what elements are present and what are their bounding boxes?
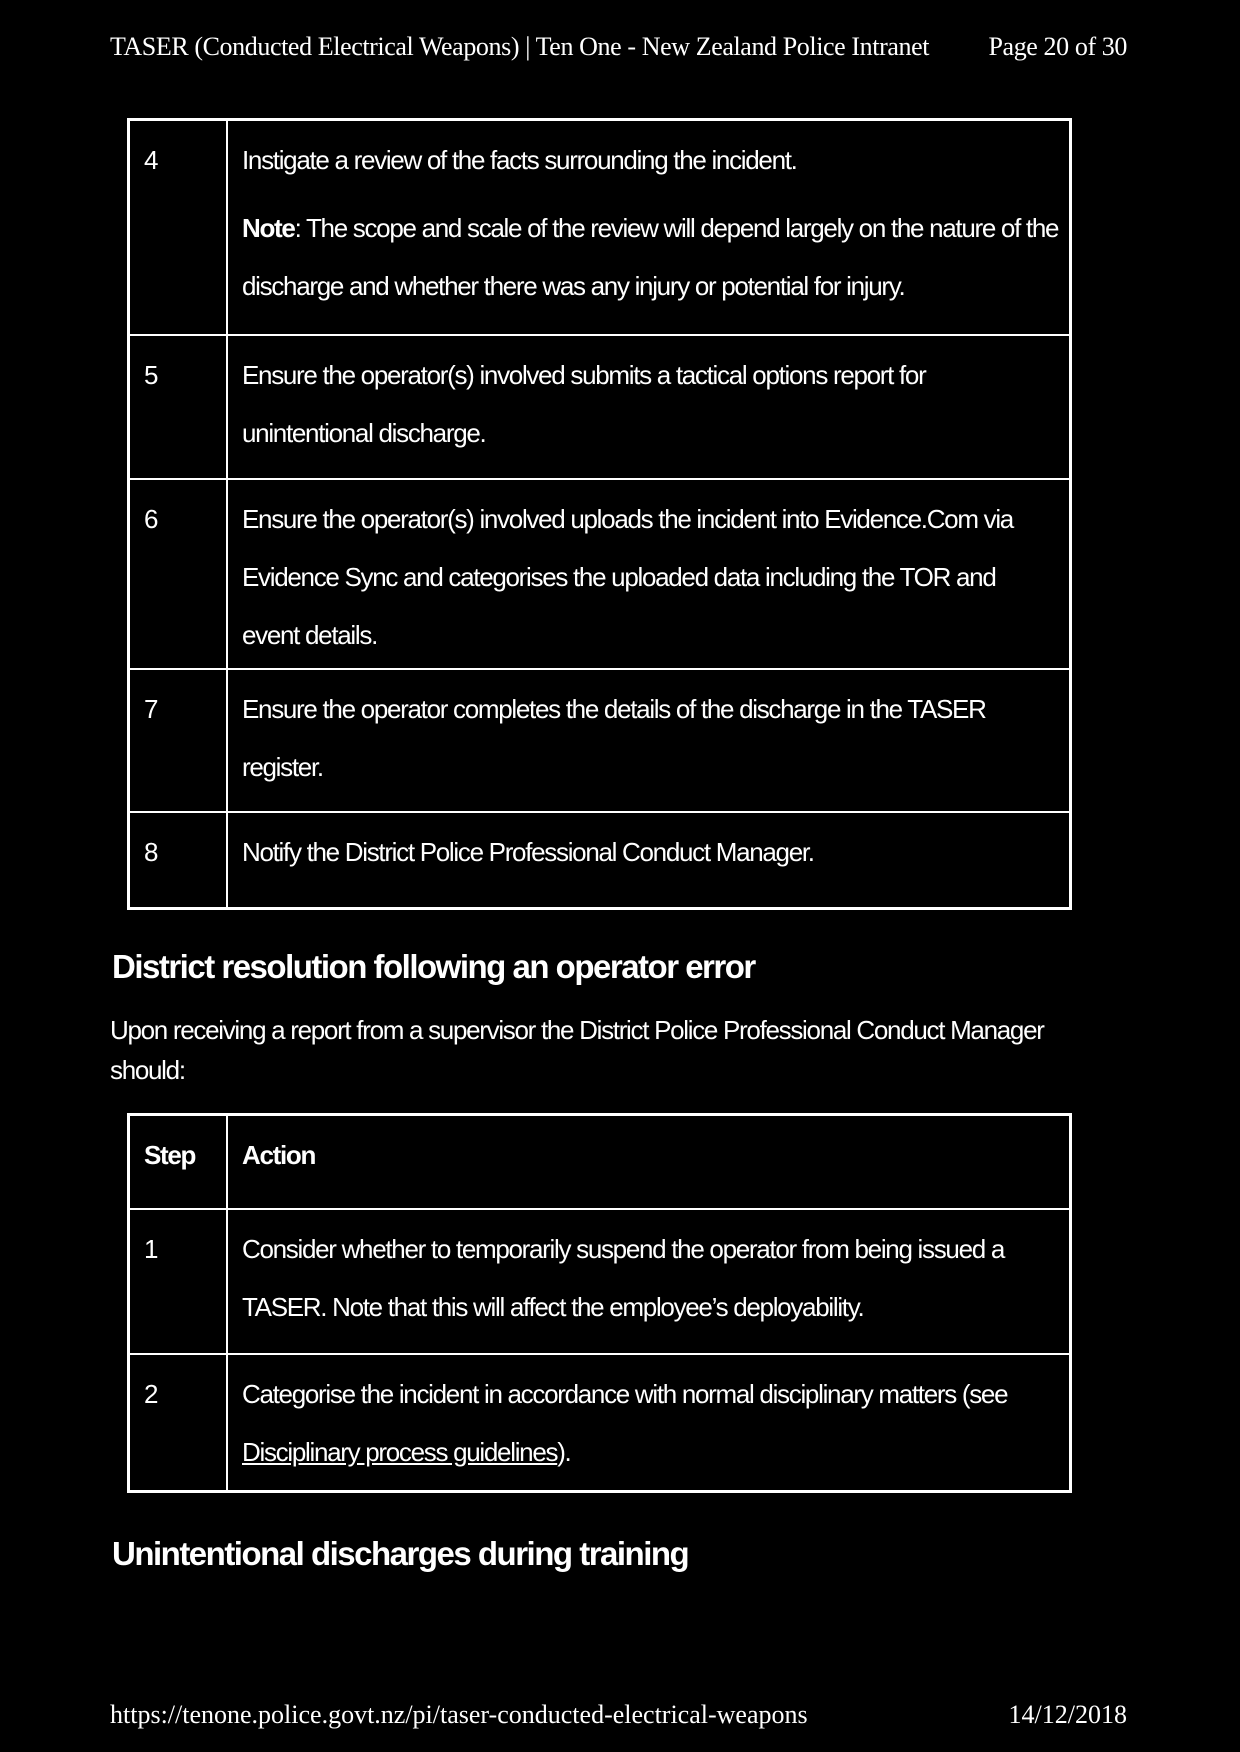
page-number: Page 20 of 30 bbox=[988, 32, 1127, 61]
action-text-after: ). bbox=[557, 1436, 571, 1467]
table-row bbox=[129, 1354, 1071, 1492]
step-number-cell: 7 bbox=[129, 669, 228, 812]
note-label: Note bbox=[242, 213, 295, 243]
procedure-steps-table bbox=[127, 118, 1072, 910]
page-header bbox=[110, 32, 1127, 62]
intro-paragraph: Upon receiving a report from a supervisor the District Police Professional Conduct Manager should: bbox=[110, 1015, 1044, 1085]
step-number-cell: 1 bbox=[129, 1209, 228, 1354]
step-number-cell: 5 bbox=[129, 335, 228, 479]
section-heading-unintentional-discharges: Unintentional discharges during training bbox=[112, 1535, 689, 1572]
table-row bbox=[129, 1209, 1071, 1354]
action-cell bbox=[227, 479, 1071, 669]
action-text bbox=[242, 1365, 1029, 1481]
page-footer bbox=[110, 1700, 1127, 1730]
action-cell bbox=[227, 1209, 1071, 1354]
note-text: : The scope and scale of the review will depend largely on the nature of the discharge and whether there was any injury or potential for injury. bbox=[242, 213, 1059, 301]
action-cell bbox=[227, 669, 1071, 812]
note-paragraph bbox=[242, 199, 1063, 315]
action-cell bbox=[227, 812, 1071, 909]
table-row bbox=[129, 335, 1071, 479]
table-row bbox=[129, 669, 1071, 812]
step-number-cell: 4 bbox=[129, 120, 228, 335]
action-text: Consider whether to temporarily suspend the operator from being issued a TASER. Note that this will affect the employee’s deployability. bbox=[242, 1233, 1004, 1322]
disciplinary-process-guidelines-link[interactable]: Disciplinary process guidelines bbox=[242, 1436, 558, 1467]
action-text-before: Categorise the incident in accordance with normal disciplinary matters (see bbox=[242, 1378, 1008, 1409]
column-header-action: Action bbox=[227, 1115, 1071, 1209]
action-text: Ensure the operator completes the details of the discharge in the TASER register. bbox=[242, 693, 986, 782]
action-text: Notify the District Police Professional Conduct Manager. bbox=[242, 836, 814, 867]
footer-date: 14/12/2018 bbox=[1008, 1700, 1127, 1729]
action-text: Ensure the operator(s) involved uploads the incident into Evidence.Com via Evidence Sync and categorises the uploaded data including the TOR and event details. bbox=[242, 503, 1013, 650]
step-number-cell: 2 bbox=[129, 1354, 228, 1492]
action-text: Ensure the operator(s) involved submits a tactical options report for unintentional discharge. bbox=[242, 359, 926, 448]
step-action-table bbox=[127, 1113, 1072, 1493]
table-row bbox=[129, 812, 1071, 909]
step-number-cell: 6 bbox=[129, 479, 228, 669]
column-header-step: Step bbox=[129, 1115, 228, 1209]
document-title: TASER (Conducted Electrical Weapons) | Ten One - New Zealand Police Intranet bbox=[110, 32, 930, 61]
section-heading-district-resolution: District resolution following an operator error bbox=[112, 948, 755, 985]
action-text: Instigate a review of the facts surrounding the incident. bbox=[242, 145, 797, 175]
table-header-row bbox=[129, 1115, 1071, 1209]
step-number-cell: 8 bbox=[129, 812, 228, 909]
table-row bbox=[129, 120, 1071, 335]
action-cell bbox=[227, 1354, 1071, 1492]
action-cell bbox=[227, 335, 1071, 479]
table-row bbox=[129, 479, 1071, 669]
action-cell bbox=[227, 120, 1071, 335]
footer-url: https://tenone.police.govt.nz/pi/taser-conducted-electrical-weapons bbox=[110, 1700, 808, 1729]
